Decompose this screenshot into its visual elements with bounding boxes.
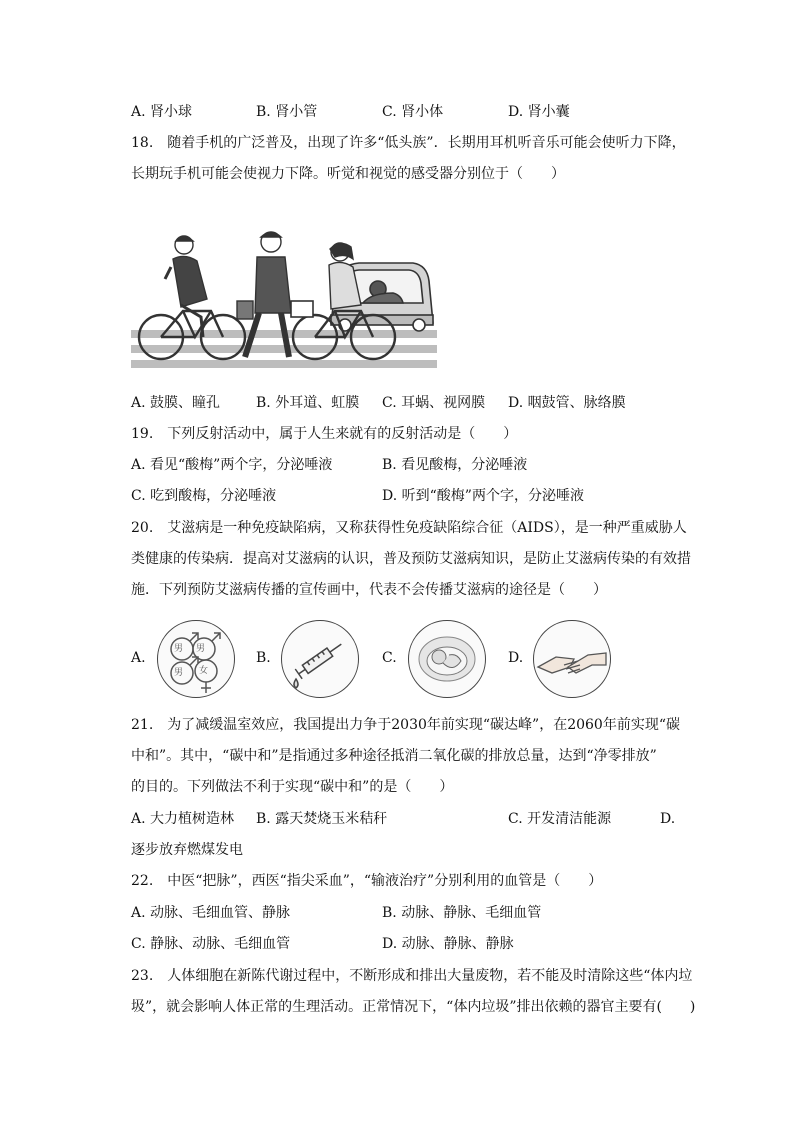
q23-stem-line2: 圾”，就会影响人体正常的生理活动。正常情况下，“体内垃圾”排出依赖的器官主要有( ) xyxy=(131,999,696,1015)
q18-option-a: A. 鼓膜、瞳孔 xyxy=(131,395,221,411)
gender-symbols-picture xyxy=(157,620,235,698)
q20-label-d: D. xyxy=(508,650,524,666)
q17-option-d: D. 肾小囊 xyxy=(508,104,570,120)
q19-option-d: D. 听到“酸梅”两个字，分泌唾液 xyxy=(382,488,584,504)
q21-option-a: A. 大力植树造林 xyxy=(131,811,235,827)
q18-stem-line2: 长期玩手机可能会使视力下降。听觉和视觉的感受器分别位于（ ） xyxy=(131,166,565,182)
q23-stem-line1: 23. 人体细胞在新陈代谢过程中，不断形成和排出大量废物，若不能及时清除这些“体内垃 xyxy=(131,968,693,984)
q18-stem-line1: 18. 随着手机的广泛普及，出现了许多“低头族”．长期用耳机听音乐可能会使听力下降， xyxy=(131,135,686,151)
q20-stem-line2: 类健康的传染病．提高对艾滋病的认识，普及预防艾滋病知识，是防止艾滋病传染的有效措 xyxy=(131,551,691,567)
q19-option-b: B. 看见酸梅，分泌唾液 xyxy=(382,457,528,473)
q20-label-a: A. xyxy=(131,650,146,666)
q18-option-d: D. 咽鼓管、脉络膜 xyxy=(508,395,626,411)
q20-label-b: B. xyxy=(256,650,271,666)
q19-stem: 19. 下列反射活动中，属于人生来就有的反射活动是（ ） xyxy=(131,426,518,442)
handshake-picture xyxy=(533,620,611,698)
q22-option-c: C. 静脉、动脉、毛细血管 xyxy=(131,936,291,952)
q17-option-b: B. 肾小管 xyxy=(256,104,318,120)
q20-label-c: C. xyxy=(382,650,397,666)
q22-option-b: B. 动脉、静脉、毛细血管 xyxy=(382,905,542,921)
q19-option-c: C. 吃到酸梅，分泌唾液 xyxy=(131,488,277,504)
sign-text-4: 女 xyxy=(199,666,209,676)
q21-stem-line2: 中和”。其中，“碳中和”是指通过多种途径抵消二氧化碳的排放总量，达到“净零排放” xyxy=(131,748,657,764)
q17-option-c: C. 肾小体 xyxy=(382,104,444,120)
syringe-picture xyxy=(281,620,359,698)
phone-users-crossing-illustration xyxy=(131,225,437,375)
q21-stem-line3: 的目的。下列做法不利于实现“碳中和”的是（ ） xyxy=(131,779,454,795)
sign-text-1: 男 xyxy=(174,644,184,654)
q22-option-a: A. 动脉、毛细血管、静脉 xyxy=(131,905,291,921)
q18-option-b: B. 外耳道、虹膜 xyxy=(256,395,360,411)
q22-option-d: D. 动脉、静脉、静脉 xyxy=(382,936,514,952)
q21-option-d: D. xyxy=(660,811,676,827)
q21-option-c: C. 开发清洁能源 xyxy=(508,811,612,827)
sign-text-2: 男 xyxy=(196,644,206,654)
q21-option-d-text: 逐步放弃燃煤发电 xyxy=(131,842,243,858)
q19-option-a: A. 看见“酸梅”两个字，分泌唾液 xyxy=(131,457,333,473)
q20-stem-line1: 20. 艾滋病是一种免疫缺陷病，又称获得性免疫缺陷综合征（AIDS），是一种严重威胁人 xyxy=(131,520,687,536)
q20-stem-line3: 施．下列预防艾滋病传播的宣传画中，代表不会传播艾滋病的途径是（ ） xyxy=(131,582,607,598)
sign-text-3: 男 xyxy=(174,668,184,678)
q22-stem: 22. 中医“把脉”，西医“指尖采血”，“输液治疗”分别利用的血管是（ ） xyxy=(131,873,603,889)
q21-option-b: B. 露天焚烧玉米秸秆 xyxy=(256,811,388,827)
q17-option-a: A. 肾小球 xyxy=(131,104,193,120)
q21-stem-line1: 21. 为了减缓温室效应，我国提出力争于2030年前实现“碳达峰”，在2060年前实现“碳 xyxy=(131,717,680,733)
fetus-picture xyxy=(408,620,486,698)
q18-option-c: C. 耳蜗、视网膜 xyxy=(382,395,486,411)
